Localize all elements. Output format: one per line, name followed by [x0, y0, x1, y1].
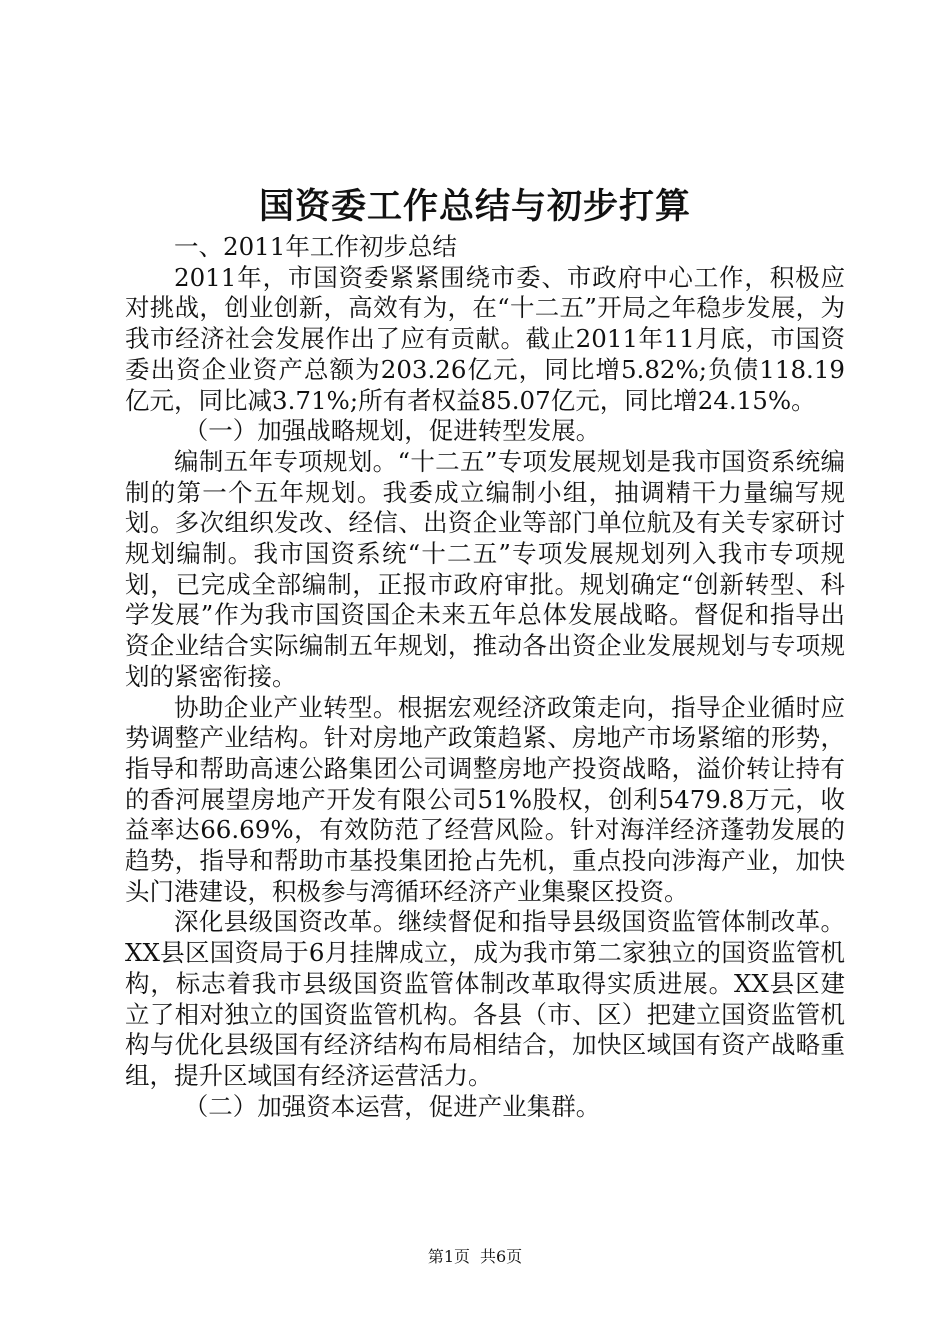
subsection-heading: （一）加强战略规划，促进转型发展。: [183, 416, 601, 446]
body-paragraph: 2011年，市国资委紧紧围绕市委、市政府中心工作，积极应对挑战，创业创新，高效有为，在“十二五”开局之年稳步发展，为我市经济社会发展作出了应有贡献。截止2011年11月底，市国资委出资企业资产总额为203.26亿元，同比增5.82%;负债118.19亿元，同比减3.71%;所有者权益85.07亿元，同比增24.15%。: [125, 262, 845, 415]
page-total: 共6页: [480, 1247, 523, 1266]
subsection-heading: （二）加强资本运营，促进产业集群。: [183, 1091, 601, 1121]
body-paragraph: 深化县级国资改革。继续督促和指导县级国资监管体制改革。XX县区国资局于6月挂牌成立，成为我市第二家独立的国资监管机构，标志着我市县级国资监管体制改革取得实质进展。XX县区建立了相对独立的国资监管机构。各县（市、区）把建立国资监管机构与优化县级国有经济结构布局相结合，加快区域国有资产战略重组，提升区域国有经济运营活力。: [125, 907, 845, 1090]
page-footer: [0, 1245, 950, 1269]
page-number: 第1页: [427, 1247, 470, 1266]
body-paragraph: 协助企业产业转型。根据宏观经济政策走向，指导企业循时应势调整产业结构。针对房地产政策趋紧、房地产市场紧缩的形势，指导和帮助高速公路集团公司调整房地产投资战略，溢价转让持有的香河展望房地产开发有限公司51%股权，创利5479.8万元，收益率达66.69%，有效防范了经营风险。针对海洋经济蓬勃发展的趋势，指导和帮助市基投集团抢占先机，重点投向涉海产业，加快头门港建设，积极参与湾循环经济产业集聚区投资。: [125, 692, 845, 906]
document-body: [125, 232, 845, 1122]
document-title: 国资委工作总结与初步打算: [258, 186, 691, 227]
body-paragraph: 编制五年专项规划。“十二五”专项发展规划是我市国资系统编制的第一个五年规划。我委成立编制小组，抽调精干力量编写规划。多次组织发改、经信、出资企业等部门单位航及有关专家研讨规划编制。我市国资系统“十二五”专项发展规划列入我市专项规划，已完成全部编制，正报市政府审批。规划确定“创新转型、科学发展”作为我市国资国企未来五年总体发展战略。督促和指导出资企业结合实际编制五年规划，推动各出资企业发展规划与专项规划的紧密衔接。: [125, 446, 845, 691]
section-heading: 一、2011年工作初步总结: [174, 232, 457, 261]
